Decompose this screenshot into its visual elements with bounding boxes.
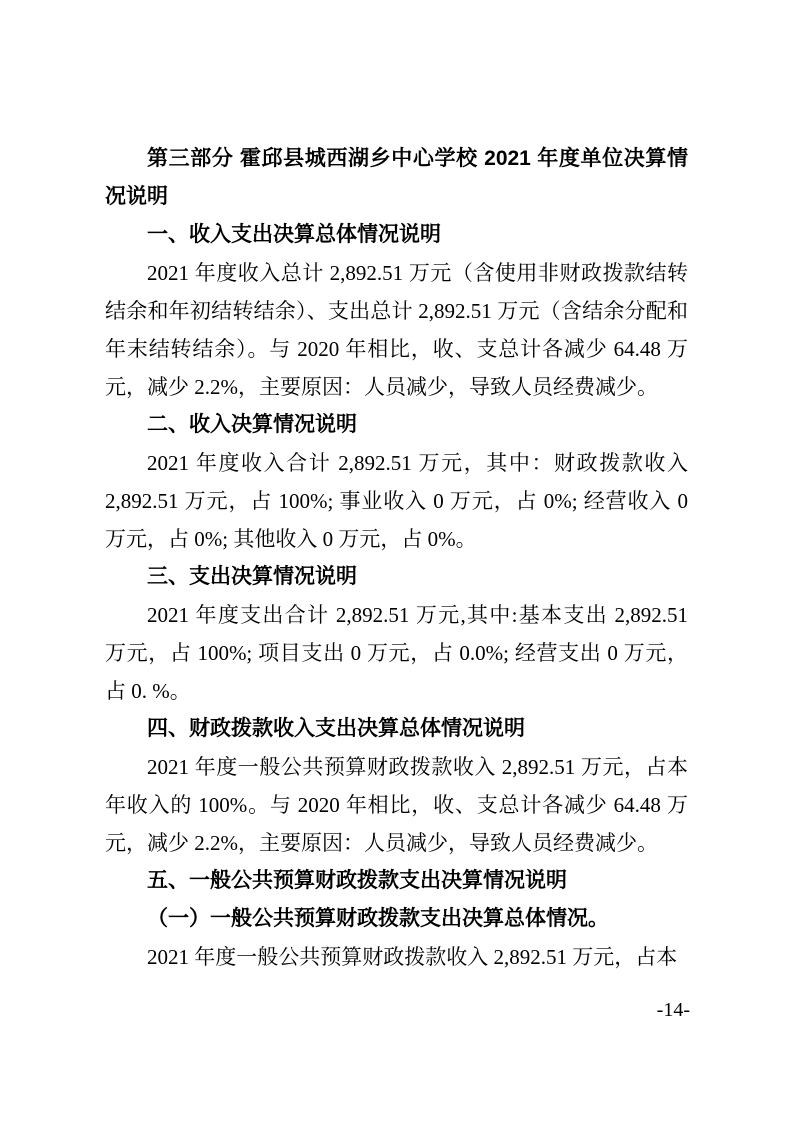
section-2-heading: 二、收入决算情况说明 xyxy=(147,413,357,436)
section-4-body: 2021 年度一般公共预算财政拨款收入 2,892.51 万元，占本年收入的 100%。与 2020 年相比，收、支总计各减少 64.48 万元，减少 2.2%，主要原因：人员减少，导致人员经费减少。 xyxy=(105,755,688,855)
section-3-heading: 三、支出决算情况说明 xyxy=(147,565,357,588)
section-4-heading: 四、财政拨款收入支出决算总体情况说明 xyxy=(147,717,525,740)
section-3-body: 2021 年度支出合计 2,892.51 万元,其中:基本支出 2,892.51 万元，占 100%; 项目支出 0 万元，占 0.0%; 经营支出 0 万元，占 0. %。 xyxy=(105,603,688,703)
section-2 xyxy=(105,406,688,558)
section-4 xyxy=(105,710,688,862)
section-5-heading: 五、一般公共预算财政拨款支出决算情况说明 xyxy=(147,869,567,892)
section-1-heading: 一、收入支出决算总体情况说明 xyxy=(147,223,441,246)
document-title: 第三部分 霍邱县城西湖乡中心学校 2021 年度单位决算情况说明 xyxy=(105,147,688,208)
section-2-body: 2021 年度收入合计 2,892.51 万元，其中：财政拨款收入 2,892.51 万元，占 100%; 事业收入 0 万元，占 0%; 经营收入 0 万元，占 0%; 其他收入 0 万元，占 0%。 xyxy=(105,451,688,551)
section-5-body: 2021 年度一般公共预算财政拨款收入 2,892.51 万元，占本 xyxy=(147,945,678,969)
section-5 xyxy=(105,862,688,976)
section-1-body: 2021 年度收入总计 2,892.51 万元（含使用非财政拨款结转结余和年初结转结余）、支出总计 2,892.51 万元（含结余分配和年末结转结余）。与 2020 年相比，收、支总计各减少 64.48 万元，减少 2.2%，主要原因：人员减少，导致人员经费减少。 xyxy=(105,261,688,399)
section-1 xyxy=(105,216,688,406)
section-3 xyxy=(105,558,688,710)
page-number: -14- xyxy=(656,999,690,1021)
section-5-subheading: （一）一般公共预算财政拨款支出决算总体情况。 xyxy=(147,907,609,930)
